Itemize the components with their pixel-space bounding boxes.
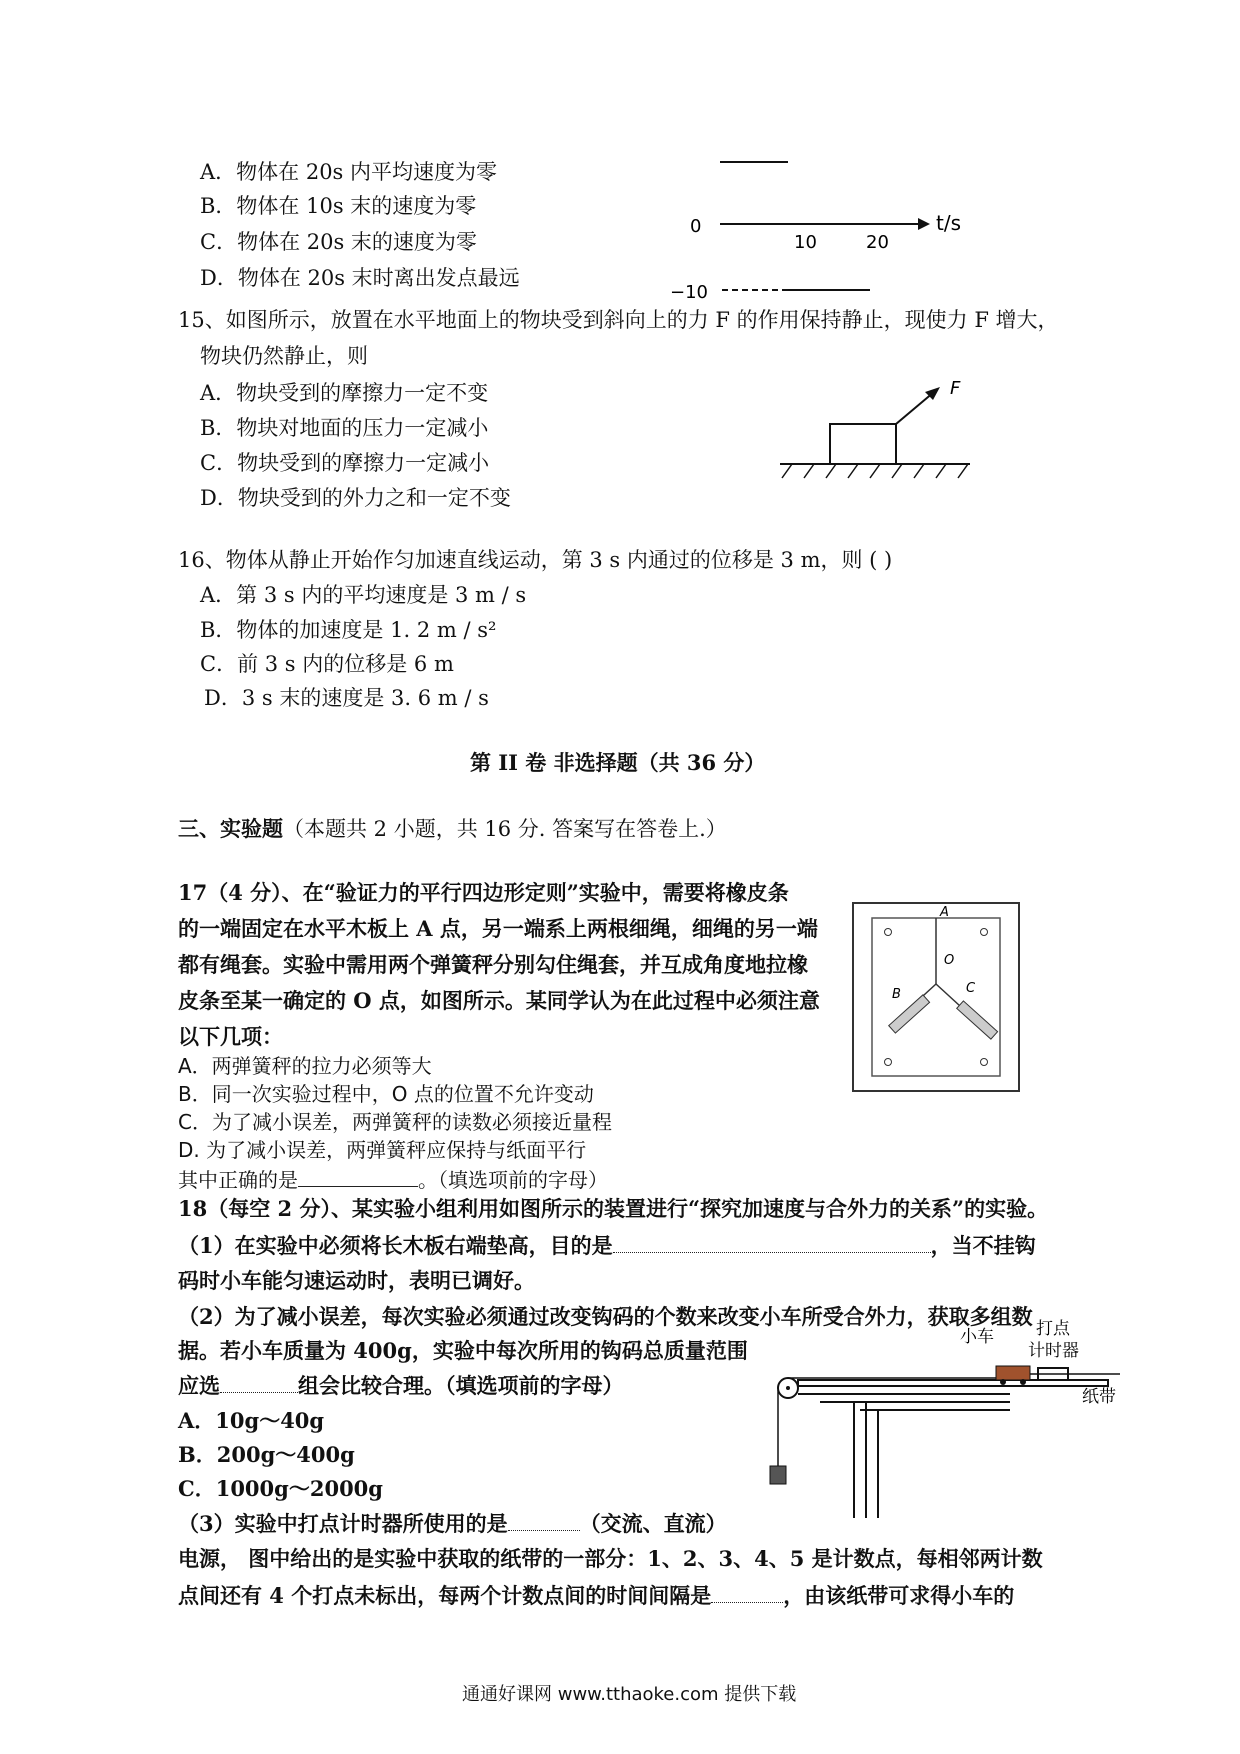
- block-shape: [830, 424, 896, 464]
- q18-option-b: B．200g～400g: [178, 1442, 355, 1467]
- cart-label: 小车: [960, 1327, 994, 1347]
- graph-origin-label: 0: [690, 216, 702, 237]
- string-b-label: B: [892, 987, 901, 1002]
- q17-line-1: 17（4 分）、在“验证力的平行四边形定则”实验中，需要将橡皮条: [178, 880, 789, 905]
- timer-label-line2: 计时器: [1028, 1341, 1079, 1361]
- q17-option-b: B．同一次实验过程中，O 点的位置不允许变动: [178, 1082, 594, 1106]
- q18-stem: 18（每空 2 分）、某实验小组利用如图所示的装置进行“探究加速度与合外力的关系”的实验。: [178, 1196, 1049, 1221]
- q17-option-a: A．两弹簧秤的拉力必须等大: [178, 1054, 432, 1078]
- q18-part3-line3-prefix: 点间还有 4 个打点未标出，每两个计数点间的时间间隔是: [178, 1583, 712, 1608]
- q18-part2-blank[interactable]: [220, 1374, 298, 1393]
- q17-line-3: 都有绳套。实验中需用两个弹簧秤分别勾住绳套，并互成角度地拉橡: [178, 952, 808, 977]
- force-label: F: [950, 378, 961, 399]
- q15-option-d: D．物块受到的外力之和一定不变: [200, 486, 511, 510]
- section-3-heading: [178, 818, 727, 840]
- section-3-note: （本题共 2 小题，共 16 分. 答案写在答卷上.）: [283, 817, 727, 841]
- q18-part2-line2: 据。若小车质量为 400g，实验中每次所用的钩码总质量范围: [178, 1338, 748, 1363]
- graph-tick-20: 20: [866, 232, 889, 253]
- graph-axis-label: t/s: [936, 211, 961, 235]
- q18-part3-suffix: （交流、直流）: [579, 1511, 727, 1536]
- q14-option-c: C．物体在 20s 末的速度为零: [200, 230, 477, 254]
- q18-option-c: C．1000g～2000g: [178, 1476, 383, 1501]
- q18-apparatus-diagram: [760, 1318, 1130, 1518]
- q18-part1-prefix: （1）在实验中必须将长木板右端垫高，目的是: [178, 1233, 613, 1258]
- q17-answer-line: [178, 1168, 608, 1190]
- q16-option-d: D．3 s 末的速度是 3. 6 m / s: [204, 686, 489, 710]
- cart: [996, 1366, 1030, 1380]
- point-a-label: A: [940, 905, 949, 920]
- q17-line-4: 皮条至某一确定的 O 点，如图所示。某同学认为在此过程中必须注意: [178, 988, 820, 1013]
- q15-option-c: C．物块受到的摩擦力一定减小: [200, 451, 490, 475]
- q18-part3-line3: [178, 1584, 1014, 1606]
- q18-part2-suffix: 组会比较合理。（填选项前的字母）: [298, 1373, 624, 1398]
- q17-line-5: 以下几项：: [178, 1024, 283, 1049]
- q14-option-a: A．物体在 20s 内平均速度为零: [200, 160, 498, 184]
- q17-answer-blank[interactable]: [298, 1168, 418, 1187]
- spring-scale-c: [957, 1001, 998, 1039]
- q18-part1-suffix: ，当不挂钩: [930, 1233, 1036, 1258]
- q15-option-b: B．物块对地面的压力一定减小: [200, 416, 489, 440]
- string-c-label: C: [966, 981, 976, 996]
- q18-part3-blank2[interactable]: [711, 1584, 783, 1603]
- section-2-title: 第 II 卷 非选择题（共 36 分）: [470, 750, 766, 775]
- q14-option-d: D．物体在 20s 末时离出发点最远: [200, 266, 520, 290]
- q18-part2-prefix: 应选: [178, 1373, 220, 1398]
- q15-option-a: A．物块受到的摩擦力一定不变: [200, 381, 489, 405]
- q18-part3-line3-suffix: ，由该纸带可求得小车的: [783, 1583, 1015, 1608]
- q17-force-table-diagram: [852, 902, 1020, 1092]
- q16-option-c: C．前 3 s 内的位移是 6 m: [200, 652, 454, 676]
- q15-block-diagram: [770, 378, 1010, 498]
- q18-option-a: A．10g～40g: [178, 1408, 325, 1433]
- q17-answer-suffix: 。（填选项前的字母）: [418, 1168, 608, 1192]
- q17-option-c: C．为了减小误差，两弹簧秤的读数必须接近量程: [178, 1110, 612, 1134]
- q14-option-b: B．物体在 10s 末的速度为零: [200, 194, 477, 218]
- section-3-heading-label: 三、实验题: [178, 816, 283, 841]
- tape-label: 纸带: [1082, 1387, 1116, 1407]
- q18-part2-line1: （2）为了减小误差，每次实验必须通过改变钩码的个数来改变小车所受合外力，获取多组数: [178, 1304, 1033, 1329]
- q18-part1-line2: 码时小车能匀速运动时，表明已调好。: [178, 1268, 535, 1293]
- ground-hatch: [782, 464, 968, 478]
- page-footer: 通通好课网 www.tthaoke.com 提供下载: [462, 1684, 797, 1705]
- q18-part3-blank1[interactable]: [508, 1512, 580, 1531]
- q15-stem-line1: 15、如图所示，放置在水平地面上的物块受到斜向上的力 F 的作用保持静止，现使力 F 增大，: [178, 308, 1059, 332]
- q18-part1-line1: [178, 1234, 1036, 1256]
- q14-vt-graph: [670, 140, 990, 300]
- q18-part3-prefix: （3）实验中打点计时器所使用的是: [178, 1511, 508, 1536]
- q17-answer-prefix: 其中正确的是: [178, 1168, 298, 1192]
- hook-weight: [770, 1466, 786, 1484]
- q18-part3-line2: 电源， 图中给出的是实验中获取的纸带的一部分：1、2、3、4、5 是计数点，每相邻两计数: [178, 1546, 1043, 1571]
- q18-part1-blank[interactable]: [613, 1234, 931, 1253]
- q16-option-b: B．物体的加速度是 1. 2 m / s²: [200, 618, 497, 642]
- timer-label-line1: 打点: [1036, 1319, 1070, 1339]
- graph-axis-arrow-icon: [918, 218, 930, 230]
- q18-part3-line1: [178, 1512, 727, 1534]
- q17-option-d: D. 为了减小误差，两弹簧秤应保持与纸面平行: [178, 1138, 587, 1162]
- q17-line-2: 的一端固定在水平木板上 A 点，另一端系上两根细绳，细绳的另一端: [178, 916, 818, 941]
- point-o-label: O: [944, 953, 955, 968]
- q16-option-a: A．第 3 s 内的平均速度是 3 m / s: [200, 583, 527, 607]
- force-arrow-shaft: [896, 392, 934, 424]
- q16-stem: 16、物体从静止开始作匀加速直线运动，第 3 s 内通过的位移是 3 m，则 ( ): [178, 548, 893, 572]
- graph-neg10-label: −10: [670, 282, 708, 300]
- q15-stem-line2: 物块仍然静止，则: [200, 344, 368, 368]
- q18-part2-line3: [178, 1374, 624, 1396]
- graph-tick-10: 10: [794, 232, 817, 253]
- string-c: [936, 984, 960, 1006]
